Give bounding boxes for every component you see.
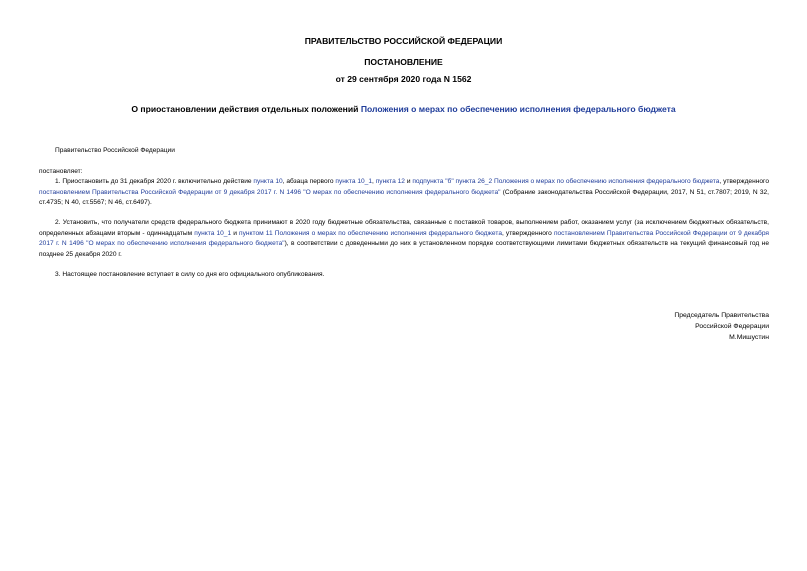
government-title: ПРАВИТЕЛЬСТВО РОССИЙСКОЙ ФЕДЕРАЦИИ (304, 36, 503, 46)
item-2-text-3: , утвержденного (502, 229, 554, 237)
item-2-text-1: 2. Установить, что получатели средств федерального бюджета принимают в 2020 году бюджетные обязательства, связанные с поставкой товаров, выполнением работ, оказанием услуг (за исключением бюджетных обязательств, определенных абзацами вторым - одиннадцатым (39, 219, 769, 237)
signature-position: Председатель Правительства (674, 312, 769, 319)
item-1-text-2: , абзаца первого (282, 178, 336, 185)
signature-country: Российской Федерации (695, 323, 769, 330)
item-2-text-2: и (231, 229, 240, 237)
item-1-text-4: и (404, 178, 413, 185)
item-1-text-5: , утвержденного (719, 178, 769, 185)
document-date-number: от 29 сентября 2020 года N 1562 (335, 74, 472, 84)
item-1-text-1: 1. Приостановить до 31 декабря 2020 г. включительно действие (55, 178, 254, 185)
item-2-link-2[interactable]: пунктом 11 Положения о мерах по обеспечению исполнения федерального бюджета (239, 229, 502, 237)
resolves-text: постановляет: (39, 168, 83, 175)
issuer-text: Правительство Российской Федерации (55, 147, 175, 154)
item-2-paragraph (39, 218, 769, 260)
item-3-text: 3. Настоящее постановление вступает в силу со дня его официального опубликования. (55, 271, 325, 278)
item-1-link-1[interactable]: пункта 10 (253, 178, 283, 185)
document-subject (0, 104, 807, 115)
item-1-link-3[interactable]: пункта 12 (375, 178, 405, 185)
subject-prefix: О приостановлении действия отдельных положений (131, 104, 361, 114)
item-1-link-5[interactable]: постановлением Правительства Российской Федерации от 9 декабря 2017 г. N 1496 "О мерах по обеспечению исполнения федерального бюджета" (39, 188, 501, 196)
item-1-link-4[interactable]: подпункта "б" пункта 26_2 Положения о мерах по обеспечению исполнения федерального бюджета (412, 178, 720, 185)
item-1-text-6: (Собрание законодательства Российской Федерации, 2017, N 51, ст.7807; 2019, N 32, ст.4735; N 40, ст.5567; N 46, ст.6497). (39, 188, 769, 206)
item-1-paragraph (39, 177, 769, 209)
signature-name: М.Мишустин (729, 334, 769, 341)
item-1-link-2[interactable]: пункта 10_1 (335, 178, 373, 185)
item-2-link-3[interactable]: постановлением Правительства Российской Федерации от 9 декабря 2017 г. N 1496 "О мерах по обеспечению исполнения федерального бюджета" (39, 229, 769, 247)
item-2-text-4: ), в соответствии с доведенными до них в установленном порядке соответствующими лимитами бюджетных обязательств на текущий финансовый год не позднее 25 декабря 2020 г. (39, 240, 769, 258)
item-2-link-1[interactable]: пункта 10_1 (194, 229, 232, 237)
document-type: ПОСТАНОВЛЕНИЕ (364, 57, 443, 67)
subject-link[interactable]: Положения о мерах по обеспечению исполнения федерального бюджета (360, 104, 676, 114)
item-1-text-3: , (372, 178, 376, 185)
